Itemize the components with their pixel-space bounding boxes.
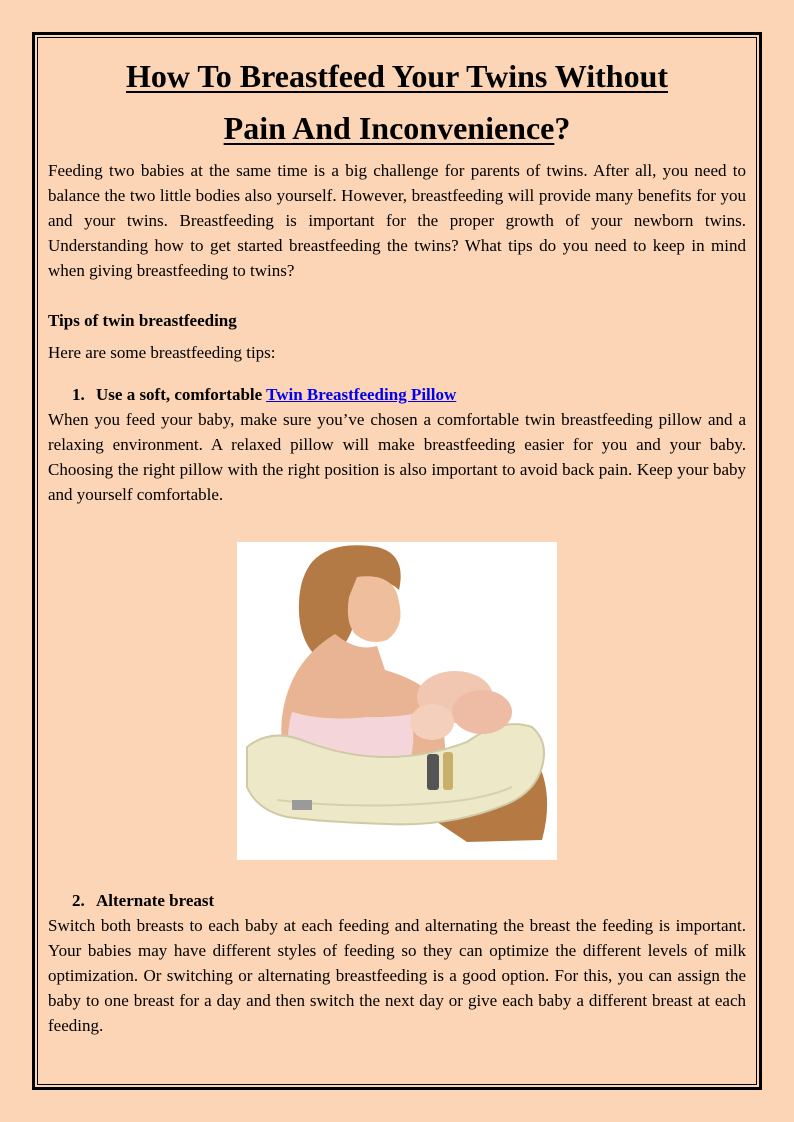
- page-title: [48, 50, 746, 154]
- tips-heading: Tips of twin breastfeeding: [48, 311, 237, 330]
- tip-2-body: Switch both breasts to each baby at each feeding and alternating the breast the feeding is important. Your babies may have different styles of feeding so they can optimize the different levels of milk optimization. Or switching or alternating breastfeeding is a good option. For this, you can assign the baby to one breast for a day and then switch the next day or give each baby a different breast at each feeding.: [48, 916, 746, 1035]
- tip-1-body: When you feed your baby, make sure you’ve chosen a comfortable twin breastfeeding pillow and a relaxing environment. A relaxed pillow will make breastfeeding easier for you and your baby. Choosing the right pillow with the right position is also important to avoid back pain. Keep your baby and yourself comfortable.: [48, 410, 746, 504]
- tip-1-number: 1.: [72, 385, 85, 404]
- tip-2-heading: [48, 888, 746, 913]
- tip-1-heading-text: Use a soft, comfortable: [96, 385, 267, 404]
- title-line-1: How To Breastfeed Your Twins Without: [125, 58, 669, 94]
- tip-1-heading: [48, 382, 746, 407]
- title-question-mark: ?: [554, 110, 571, 146]
- twin-breastfeeding-pillow-link[interactable]: Twin Breastfeeding Pillow: [266, 385, 457, 404]
- mother-feeding-twins-photo: [237, 542, 557, 860]
- tip-2-heading-text: Alternate breast: [96, 891, 215, 910]
- tips-lead: Here are some breastfeeding tips:: [48, 343, 276, 362]
- intro-paragraph: Feeding two babies at the same time is a big challenge for parents of twins. After all, you need to balance the two little bodies also yourself. However, breastfeeding will provide many benefits for you and your twins. Breastfeeding is important for the proper growth of your newborn twins. Understanding how to get started breastfeeding the twins? What tips do you need to keep in mind when giving breastfeeding to twins?: [48, 161, 746, 280]
- tip-2-number: 2.: [72, 891, 85, 910]
- article: [48, 50, 746, 1038]
- title-line-2: Pain And Inconvenience: [223, 110, 555, 146]
